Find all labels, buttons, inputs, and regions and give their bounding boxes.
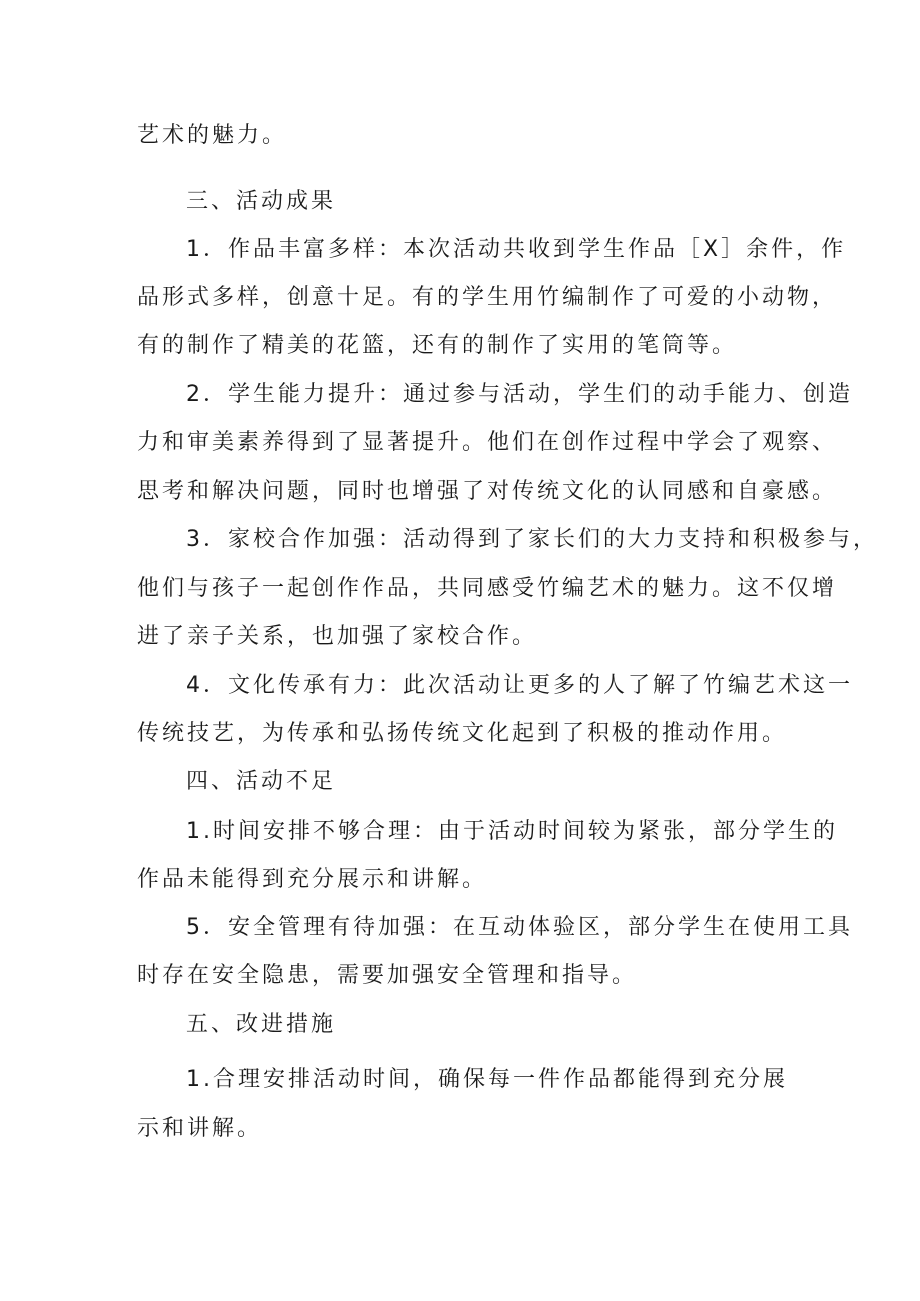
text-line: 4．文化传承有力：此次活动让更多的人了解了竹编艺术这一 [186, 673, 853, 698]
text-line: 1.合理安排活动时间，确保每一件作品都能得到充分展 [186, 1067, 788, 1092]
text-line: 艺术的魅力。 [137, 123, 288, 148]
section-heading: 五、改进措施 [186, 1012, 337, 1037]
text-line: 2．学生能力提升：通过参与活动，学生们的动手能力、创造 [186, 382, 853, 407]
section-heading: 四、活动不足 [186, 769, 337, 794]
text-line: 品形式多样，创意十足。有的学生用竹编制作了可爱的小动物， [137, 285, 838, 310]
text-line: 1．作品丰富多样：本次活动共收到学生作品［X］余件，作 [186, 237, 847, 262]
text-line: 思考和解决问题，同时也增强了对传统文化的认同感和自豪感。 [137, 479, 838, 504]
text-line: 示和讲解。 [137, 1116, 263, 1141]
text-line: 作品未能得到充分展示和讲解。 [137, 867, 488, 892]
text-line: 传统技艺，为传承和弘扬传统文化起到了积极的推动作用。 [137, 721, 788, 746]
text-line: 时存在安全隐患，需要加强安全管理和指导。 [137, 963, 638, 988]
text-line: 力和审美素养得到了显著提升。他们在创作过程中学会了观察、 [137, 430, 838, 455]
text-line: 他们与孩子一起创作作品，共同感受竹编艺术的魅力。这不仅增 [137, 576, 838, 601]
text-line: 1.时间安排不够合理：由于活动时间较为紧张，部分学生的 [186, 819, 838, 844]
text-line: 5．安全管理有待加强：在互动体验区，部分学生在使用工具 [186, 915, 853, 940]
section-heading: 三、活动成果 [186, 189, 337, 214]
text-line: 进了亲子关系，也加强了家校合作。 [137, 624, 538, 649]
text-line: 有的制作了精美的花篮，还有的制作了实用的笔筒等。 [137, 333, 738, 358]
text-line: 3．家校合作加强：活动得到了家长们的大力支持和积极参与， [186, 527, 878, 552]
